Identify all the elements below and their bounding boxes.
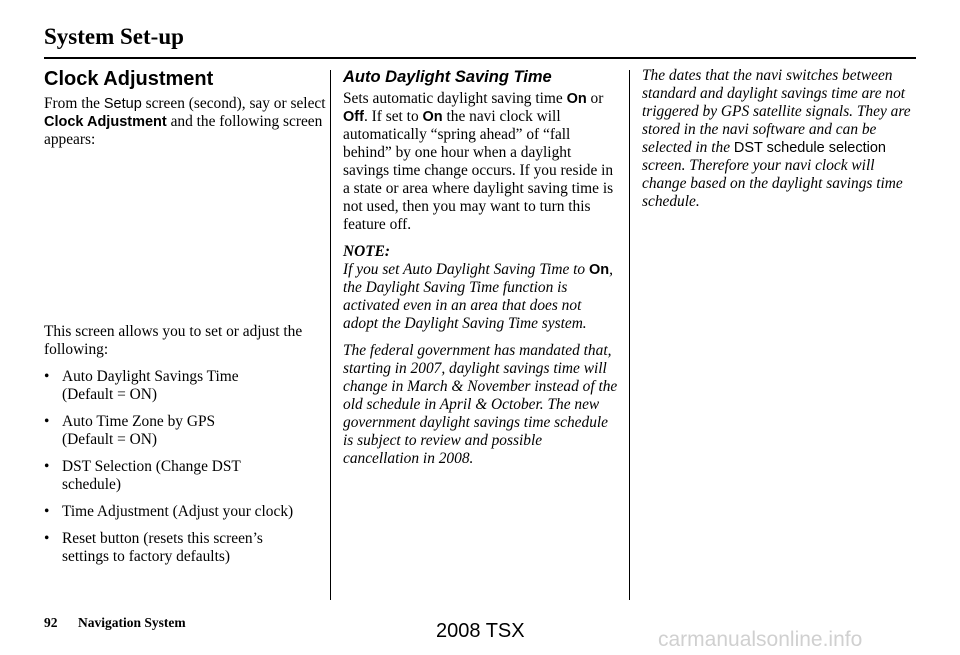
setup-term: Setup <box>103 96 142 112</box>
footer-text: Navigation System <box>78 615 186 630</box>
intro-text-b: screen (second), say or select <box>141 95 326 112</box>
dst-schedule-term: DST schedule selection <box>733 140 886 156</box>
allows-paragraph: This screen allows you to set or adjust the following: <box>44 323 303 358</box>
list-item-line2: schedule) <box>62 476 121 493</box>
list-item-line2: settings to factory defaults) <box>62 548 230 565</box>
dates-text-b: screen. Therefore your navi clock will change based on the daylight savings time schedule. <box>642 157 903 210</box>
bullet-icon: • <box>44 413 50 430</box>
on-term: On <box>566 91 587 107</box>
section-heading-auto-dst: Auto Daylight Saving Time <box>343 68 552 86</box>
list-item <box>44 368 326 404</box>
list-item-line2: (Default = ON) <box>62 386 158 403</box>
note-text-a: If you set Auto Daylight Saving Time to <box>343 261 589 278</box>
intro-text-c: and the following screen appears: <box>44 113 323 148</box>
dst-text-d: the navi clock will automatically “spring ahead” of “fall behind” by one hour when a daylight savings time change occurs. If you reside in a state or area where daylight saving time is not used, then you may want to turn this feature off. <box>343 108 614 233</box>
note-paragraph <box>343 261 619 333</box>
column-divider <box>629 70 630 600</box>
note-label: NOTE: <box>343 243 391 260</box>
list-item <box>44 530 326 566</box>
dates-paragraph <box>642 67 918 211</box>
column-1 <box>44 67 326 575</box>
dst-text-a: Sets automatic daylight saving time <box>343 90 567 107</box>
list-item-line1: DST Selection (Change DST <box>62 458 241 475</box>
list-item <box>44 503 326 521</box>
watermark: carmanualsonline.info <box>658 628 863 651</box>
intro-paragraph <box>44 95 326 149</box>
list-item-line1: Reset button (resets this screen’s <box>62 530 263 547</box>
on-term: On <box>588 262 610 278</box>
on-term: On <box>422 109 443 125</box>
list-item <box>44 413 326 449</box>
settings-list <box>44 368 326 566</box>
bullet-icon: • <box>44 530 50 547</box>
title-rule <box>44 57 916 59</box>
federal-paragraph: The federal government has mandated that, starting in 2007, daylight savings time will change in March & November instead of the old schedule in April & October. The new government daylight savings time schedule is subject to review and possible cancellation in 2008. <box>343 342 618 467</box>
bullet-icon: • <box>44 503 50 520</box>
dst-text-b: or <box>586 90 604 107</box>
column-3 <box>642 67 918 211</box>
dates-text-a: The dates that the navi switches between standard and daylight savings time are not triggered by GPS satellite signals. They are stored in the navi software and can be selected in the <box>642 67 911 156</box>
list-item-line1: Time Adjustment (Adjust your clock) <box>62 503 294 520</box>
list-item-line2: (Default = ON) <box>62 431 158 448</box>
screen-image-area <box>44 149 326 323</box>
bullet-icon: • <box>44 368 50 385</box>
section-heading-clock-adjustment: Clock Adjustment <box>44 68 214 90</box>
page-title: System Set-up <box>44 24 184 49</box>
dst-paragraph <box>343 90 619 234</box>
bullet-icon: • <box>44 458 50 475</box>
list-item <box>44 458 326 494</box>
clock-adjustment-term: Clock Adjustment <box>44 114 167 130</box>
dst-text-c: . If set to <box>363 108 423 125</box>
off-term: Off <box>343 109 364 125</box>
list-item-line1: Auto Time Zone by GPS <box>62 413 216 430</box>
page-number: 92 <box>44 615 58 630</box>
intro-text-a: From the <box>44 95 104 112</box>
column-2 <box>343 67 619 468</box>
model-label: 2008 TSX <box>436 620 525 642</box>
column-divider <box>330 70 331 600</box>
list-item-line1: Auto Daylight Savings Time <box>62 368 239 385</box>
note-text-b: , the Daylight Saving Time function is activated even in an area that does not adopt the Daylight Saving Time system. <box>343 261 613 332</box>
